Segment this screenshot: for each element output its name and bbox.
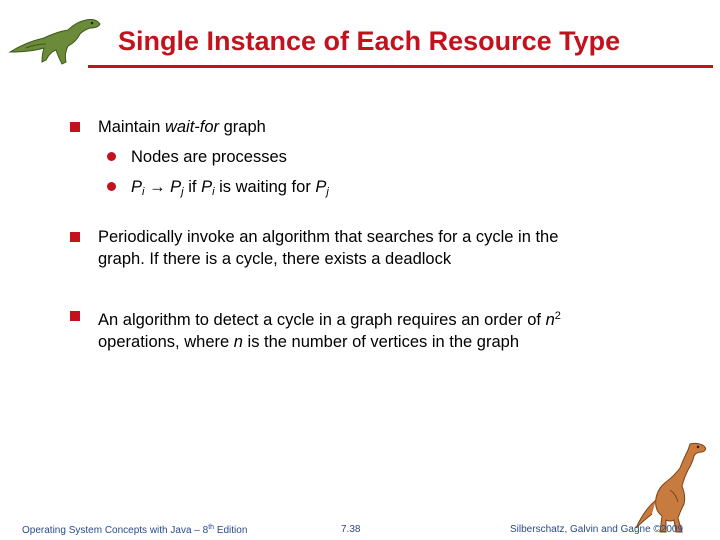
bullet-text: Periodically invoke an algorithm that searches for a cycle in the graph. If there is a cycle, there exists a deadlock: [98, 228, 559, 268]
footer-slide-number: 7.38: [341, 524, 361, 535]
bullet-text: Maintain wait-for graph: [98, 118, 266, 136]
slide-title: Single Instance of Each Resource Type: [118, 26, 621, 56]
sub-bullet-text: $P_i \to P_j$ if $P_i$ is waiting for $P_j$: [131, 178, 329, 198]
title-underline: [88, 65, 713, 68]
square-bullet-icon: [70, 311, 80, 321]
sub-bullet-edge-rule: [107, 176, 329, 203]
bullet-algorithm-order: [70, 305, 570, 353]
footer-book-title: Operating System Concepts with Java – 8th Edition: [22, 524, 248, 536]
bullet-text: An algorithm to detect a cycle in a graph requires an order of $n^2$ operations, where n is the number of vertices in the graph: [98, 310, 561, 351]
footer-authors: Silberschatz, Galvin and Gagne ©2009: [510, 524, 684, 535]
dinosaur-icon: [632, 440, 712, 536]
round-bullet-icon: [107, 152, 116, 161]
bullet-wait-for-graph: [70, 116, 266, 138]
dinosaur-icon: [6, 12, 102, 68]
square-bullet-icon: [70, 232, 80, 242]
bullet-periodic-detection: [70, 226, 590, 270]
square-bullet-icon: [70, 122, 80, 132]
round-bullet-icon: [107, 182, 116, 191]
sub-bullet-nodes: [107, 146, 287, 168]
arrow-symbol: →: [149, 178, 166, 196]
sub-bullet-text: Nodes are processes: [131, 148, 287, 166]
